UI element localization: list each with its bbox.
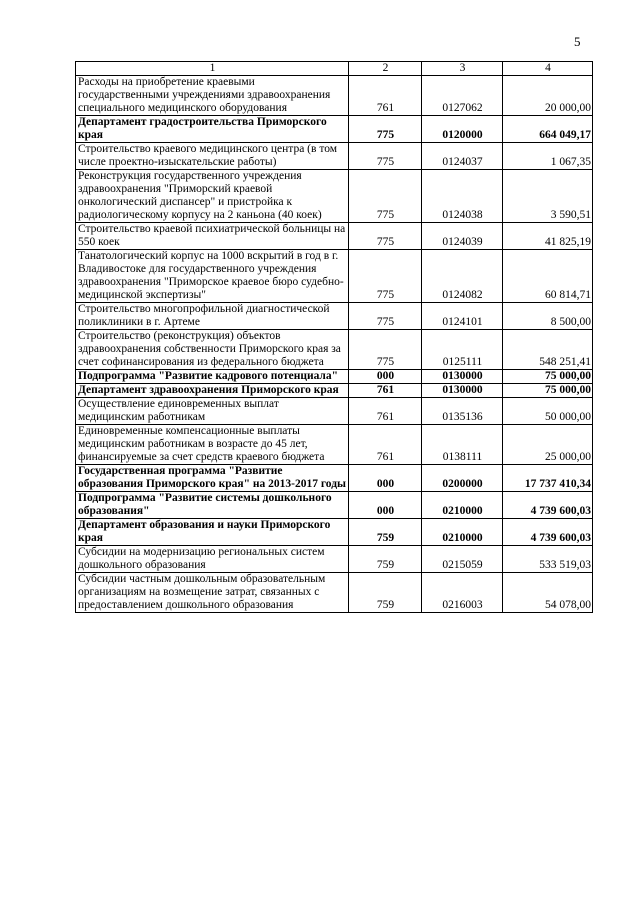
row-description: Строительство многопрофильной диагностической поликлиники в г. Артеме (76, 303, 349, 330)
header-col-code: 3 (422, 62, 503, 76)
row-target-code: 0130000 (422, 370, 503, 384)
row-target-code: 0210000 (422, 492, 503, 519)
row-description: Танатологический корпус на 1000 вскрытий в год в г. Владивостоке для государственного учреждения здравоохранения "Приморское краевое бюро судебно-медицинской экспертизы" (76, 250, 349, 303)
row-amount: 533 519,03 (503, 546, 593, 573)
row-description: Строительство краевого медицинского центра (в том числе проектно-изыскательские работы) (76, 143, 349, 170)
row-department-code: 761 (349, 76, 422, 116)
row-department-code: 775 (349, 223, 422, 250)
table-row (76, 250, 593, 303)
row-description: Расходы на приобретение краевыми государственными учреждениями здравоохранения специального медицинского оборудования (76, 76, 349, 116)
row-amount: 664 049,17 (503, 116, 593, 143)
row-description: Единовременные компенсационные выплаты медицинским работникам в возрасте до 45 лет, финансируемые за счет средств краевого бюджета (76, 425, 349, 465)
table-row (76, 330, 593, 370)
row-description: Департамент градостроительства Приморского края (76, 116, 349, 143)
row-description: Подпрограмма "Развитие кадрового потенциала" (76, 370, 349, 384)
table-row (76, 492, 593, 519)
row-amount: 8 500,00 (503, 303, 593, 330)
row-description: Строительство краевой психиатрической больницы на 550 коек (76, 223, 349, 250)
row-target-code: 0130000 (422, 384, 503, 398)
row-target-code: 0124101 (422, 303, 503, 330)
row-target-code: 0127062 (422, 76, 503, 116)
header-col-description: 1 (76, 62, 349, 76)
row-amount: 20 000,00 (503, 76, 593, 116)
row-amount: 25 000,00 (503, 425, 593, 465)
row-target-code: 0125111 (422, 330, 503, 370)
table-row (76, 223, 593, 250)
row-target-code: 0124037 (422, 143, 503, 170)
row-department-code: 000 (349, 465, 422, 492)
row-description: Строительство (реконструкция) объектов здравоохранения собственности Приморского края за счет софинансирования из федерального бюджета (76, 330, 349, 370)
row-amount: 75 000,00 (503, 370, 593, 384)
row-target-code: 0124082 (422, 250, 503, 303)
row-description: Субсидии на модернизацию региональных систем дошкольного образования (76, 546, 349, 573)
table-row (76, 425, 593, 465)
table-row (76, 465, 593, 492)
row-amount: 54 078,00 (503, 573, 593, 613)
table-row (76, 143, 593, 170)
row-department-code: 775 (349, 250, 422, 303)
row-description: Департамент здравоохранения Приморского края (76, 384, 349, 398)
budget-table (75, 61, 593, 613)
row-description: Подпрограмма "Развитие системы дошкольного образования" (76, 492, 349, 519)
row-target-code: 0124039 (422, 223, 503, 250)
header-col-department: 2 (349, 62, 422, 76)
row-department-code: 000 (349, 370, 422, 384)
table-row (76, 303, 593, 330)
table-row (76, 170, 593, 223)
table-row (76, 370, 593, 384)
row-target-code: 0138111 (422, 425, 503, 465)
row-description: Государственная программа "Развитие образования Приморского края" на 2013-2017 годы (76, 465, 349, 492)
row-department-code: 775 (349, 330, 422, 370)
row-department-code: 759 (349, 573, 422, 613)
header-col-amount: 4 (503, 62, 593, 76)
table-row (76, 573, 593, 613)
row-description: Осуществление единовременных выплат медицинским работникам (76, 398, 349, 425)
page-number: 5 (574, 34, 581, 49)
table-row (76, 398, 593, 425)
row-target-code: 0124038 (422, 170, 503, 223)
row-department-code: 775 (349, 116, 422, 143)
row-target-code: 0215059 (422, 546, 503, 573)
row-description: Департамент образования и науки Приморского края (76, 519, 349, 546)
table-row (76, 519, 593, 546)
row-department-code: 761 (349, 398, 422, 425)
row-department-code: 000 (349, 492, 422, 519)
row-department-code: 761 (349, 384, 422, 398)
row-amount: 3 590,51 (503, 170, 593, 223)
row-amount: 17 737 410,34 (503, 465, 593, 492)
row-department-code: 759 (349, 546, 422, 573)
table-header-row (76, 62, 593, 76)
row-amount: 4 739 600,03 (503, 492, 593, 519)
row-amount: 41 825,19 (503, 223, 593, 250)
row-target-code: 0216003 (422, 573, 503, 613)
row-description: Субсидии частным дошкольным образовательным организациям на возмещение затрат, связанных с предоставлением дошкольного образования (76, 573, 349, 613)
row-target-code: 0120000 (422, 116, 503, 143)
row-amount: 60 814,71 (503, 250, 593, 303)
row-department-code: 775 (349, 303, 422, 330)
table-row (76, 76, 593, 116)
row-target-code: 0135136 (422, 398, 503, 425)
row-target-code: 0200000 (422, 465, 503, 492)
row-department-code: 775 (349, 170, 422, 223)
budget-table-body (76, 62, 593, 613)
row-department-code: 759 (349, 519, 422, 546)
row-amount: 75 000,00 (503, 384, 593, 398)
row-department-code: 761 (349, 425, 422, 465)
row-description: Реконструкция государственного учреждения здравоохранения "Приморский краевой онкологический диспансер" и пристройка к радиологическому корпусу на 2 каньона (40 коек) (76, 170, 349, 223)
row-amount: 1 067,35 (503, 143, 593, 170)
table-row (76, 116, 593, 143)
row-target-code: 0210000 (422, 519, 503, 546)
table-row (76, 546, 593, 573)
row-amount: 4 739 600,03 (503, 519, 593, 546)
row-department-code: 775 (349, 143, 422, 170)
table-row (76, 384, 593, 398)
row-amount: 50 000,00 (503, 398, 593, 425)
row-amount: 548 251,41 (503, 330, 593, 370)
